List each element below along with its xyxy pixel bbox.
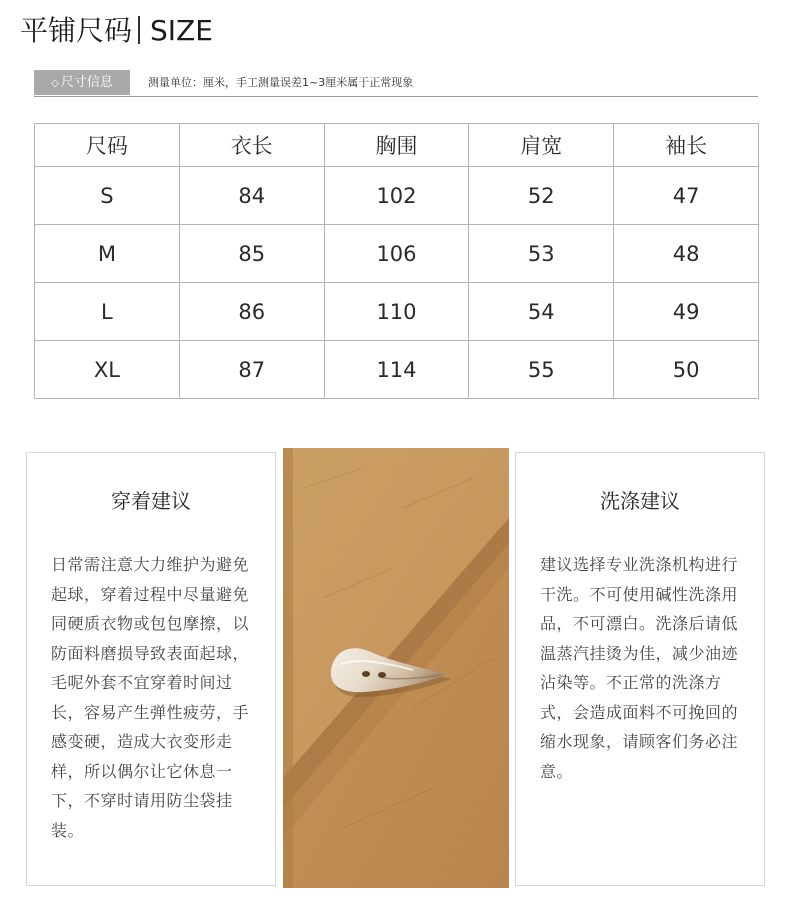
header-shoulder: 肩宽 <box>469 124 614 167</box>
table-cell: 106 <box>324 225 469 283</box>
table-cell: 102 <box>324 167 469 225</box>
table-header-row <box>35 124 759 167</box>
wash-advice-title: 洗涤建议 <box>600 489 680 513</box>
header-chest: 胸围 <box>324 124 469 167</box>
wear-advice-title: 穿着建议 <box>111 489 191 513</box>
table-row <box>35 167 759 225</box>
table-cell: 52 <box>469 167 614 225</box>
table-cell: 87 <box>179 341 324 399</box>
table-cell: XL <box>35 341 180 399</box>
table-cell: 54 <box>469 283 614 341</box>
fabric-photo-image <box>283 448 509 888</box>
table-row <box>35 341 759 399</box>
diamond-icon: ◇ <box>51 78 59 89</box>
table-cell: 84 <box>179 167 324 225</box>
page-title <box>20 12 213 50</box>
wear-advice-text: 日常需注意大力维护为避免起球，穿着过程中尽量避免同硬质衣物或包包摩擦，以防面料磨损导致表面起球，毛呢外套不宜穿着时间过长，容易产生弹性疲劳，手感变硬，造成大衣变形走样，所以偶尔让它休息一下，不穿时请用防尘袋挂装。 <box>51 555 250 840</box>
table-cell: 53 <box>469 225 614 283</box>
size-info-tag-label: 尺寸信息 <box>60 75 113 90</box>
wear-advice-card <box>26 452 276 886</box>
wash-advice-text: 建议选择专业洗涤机构进行干洗。不可使用碱性洗涤用品，不可漂白。洗涤后请低温蒸汽挂烫为佳，减少油迹沾染等。不正常的洗涤方式，会造成面料不可挽回的缩水现象，请顾客们务必注意。 <box>540 555 739 781</box>
table-row <box>35 283 759 341</box>
size-table <box>34 123 759 399</box>
table-cell: 48 <box>614 225 759 283</box>
measurement-note: 测量单位：厘米，手工测量误差1~3厘米属于正常现象 <box>148 76 414 89</box>
title-en: SIZE <box>150 14 213 47</box>
table-cell: 110 <box>324 283 469 341</box>
table-cell: 114 <box>324 341 469 399</box>
table-cell: 49 <box>614 283 759 341</box>
table-cell: 55 <box>469 341 614 399</box>
size-info-bar <box>34 70 758 97</box>
title-divider <box>138 16 140 44</box>
wash-advice-card <box>515 452 765 886</box>
table-cell: S <box>35 167 180 225</box>
size-info-tag <box>34 70 130 95</box>
table-cell: M <box>35 225 180 283</box>
header-sleeve: 袖长 <box>614 124 759 167</box>
table-cell: 50 <box>614 341 759 399</box>
fabric-button-photo <box>283 448 509 888</box>
title-cn: 平铺尺码 <box>20 14 133 47</box>
table-row <box>35 225 759 283</box>
header-size: 尺码 <box>35 124 180 167</box>
table-cell: L <box>35 283 180 341</box>
table-cell: 85 <box>179 225 324 283</box>
header-length: 衣长 <box>179 124 324 167</box>
table-cell: 86 <box>179 283 324 341</box>
table-cell: 47 <box>614 167 759 225</box>
